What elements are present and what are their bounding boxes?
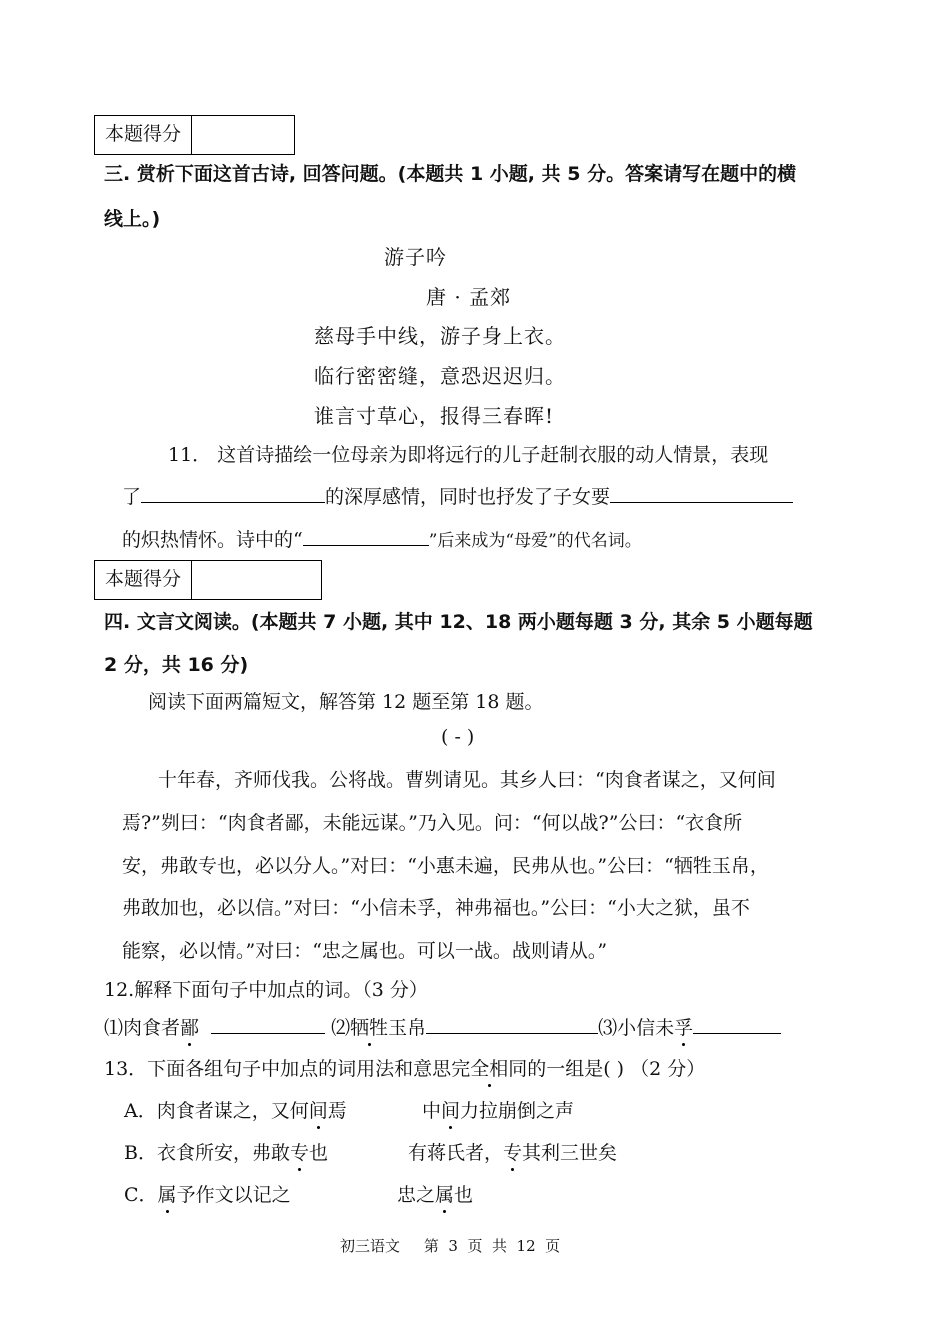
option-text: 衣食所安，弗敢 <box>156 1142 290 1164</box>
passage-line: 能察，必以情。”对曰：“忠之属也。可以一战。战则请从。” <box>122 940 608 962</box>
option-label: B． <box>124 1142 157 1164</box>
passage-part-label: ( - ) <box>441 726 475 748</box>
score-box-section-3 <box>94 115 295 155</box>
option-text: 予作文以记之 <box>176 1184 291 1206</box>
option-a-second <box>422 1096 574 1123</box>
option-text: 焉 <box>327 1100 347 1122</box>
answer-blank-q12-1[interactable] <box>211 1013 325 1034</box>
answer-blank-2[interactable] <box>610 482 793 503</box>
question-12-items <box>104 1013 781 1040</box>
dotted-word: 间 <box>441 1100 461 1122</box>
item-text: 玉帛 <box>388 1017 427 1039</box>
poem-line: 慈母手中线，游子身上衣。 <box>314 324 566 348</box>
option-c[interactable] <box>124 1180 291 1207</box>
option-c-second <box>397 1180 473 1207</box>
answer-blank-3[interactable] <box>303 525 429 546</box>
question-12-title: 12.解释下面句子中加点的词。（3 分） <box>104 979 428 1001</box>
dotted-word: 专 <box>289 1142 309 1164</box>
question-13-title <box>104 1054 705 1081</box>
question-11-text: 11． 这首诗描绘一位母亲为即将远行的儿子赶制衣服的动人情景，表现 <box>168 444 769 466</box>
option-label: A． <box>124 1100 157 1122</box>
question-11-line-2 <box>122 482 793 509</box>
q11-text-d: ”后来成为“母爱”的代名词。 <box>428 531 642 551</box>
q13-text: 13．下面各组句子中加点的词用法和意思 <box>104 1058 452 1080</box>
section-4-heading: 四. 文言文阅读。(本题共 7 小题, 其中 12、18 两小题每题 3 分, 其余 5 小题每题 <box>104 611 813 633</box>
question-11-line-3 <box>122 525 642 552</box>
passage-line: 弗敢加也，必以信。”对曰：“小信未孚，神弗福也。”公曰：“小大之狱，虽不 <box>122 897 750 919</box>
option-b[interactable] <box>124 1138 328 1165</box>
section-3-heading: 三. 赏析下面这首古诗, 回答问题。(本题共 1 小题, 共 5 分。答案请写在题中的横 <box>104 163 797 185</box>
poem-author: 唐 · 孟郊 <box>426 285 512 309</box>
q11-text-b: 的深厚感情，同时也抒发了子女要 <box>325 486 611 508</box>
dotted-word: 专 <box>503 1142 523 1164</box>
passage-line: 焉?”刿曰：“肉食者鄙，未能远谋。”乃入见。问：“何以战?”公曰：“衣食所 <box>122 812 743 834</box>
option-text: 肉食者谋之，又何 <box>156 1100 309 1122</box>
answer-blank-1[interactable] <box>141 482 325 503</box>
dotted-word: 属 <box>157 1184 177 1206</box>
score-box-label: 本题得分 <box>95 116 192 154</box>
option-text: 力拉崩倒之声 <box>460 1100 575 1122</box>
score-box-section-4 <box>94 560 322 600</box>
item-number: ⑵ <box>331 1017 351 1039</box>
item-number: ⑶ <box>598 1017 618 1039</box>
option-text: 中 <box>422 1100 442 1122</box>
dotted-word: 鄙 <box>180 1017 200 1039</box>
option-text: 也 <box>454 1184 474 1206</box>
reading-intro: 阅读下面两篇短文，解答第 12 题至第 18 题。 <box>148 691 544 713</box>
section-3-heading-cont: 线上。) <box>104 208 161 230</box>
poem-line: 谁言寸草心，报得三春晖! <box>314 404 555 428</box>
dotted-word: 属 <box>435 1184 455 1206</box>
q13-text-post: 的一组是( ) （2 分） <box>527 1058 706 1080</box>
score-input-cell[interactable] <box>192 116 294 154</box>
answer-blank-q12-2[interactable] <box>426 1013 598 1034</box>
poem-title: 游子吟 <box>384 245 447 269</box>
dotted-word: 孚 <box>674 1017 694 1039</box>
page-footer: 初三语文 第 3 页 共 12 页 <box>340 1237 561 1255</box>
dotted-word: 牺牲 <box>350 1017 389 1039</box>
item-text: 肉食者 <box>123 1017 181 1039</box>
item-number: ⑴ <box>104 1017 124 1039</box>
passage-line: 十年春，齐师伐我。公将战。曹刿请见。其乡人曰：“肉食者谋之，又何间 <box>158 769 776 791</box>
option-text: 其利三世矣 <box>522 1142 618 1164</box>
dotted-word: 间 <box>308 1100 328 1122</box>
option-a[interactable] <box>124 1096 347 1123</box>
passage-line: 安，弗敢专也，必以分人。”对曰：“小惠未遍，民弗从也。”公曰：“牺牲玉帛， <box>122 855 769 877</box>
answer-blank-q12-3[interactable] <box>693 1013 781 1034</box>
option-text: 有蒋氏者， <box>408 1142 504 1164</box>
option-text: 也 <box>309 1142 329 1164</box>
option-b-second <box>408 1138 617 1165</box>
q11-text-a: 了 <box>122 486 142 508</box>
dotted-word: 完全相同 <box>451 1058 528 1080</box>
q11-text-c: 的炽热情怀。诗中的“ <box>122 529 303 551</box>
section-4-heading-cont: 2 分，共 16 分) <box>104 654 249 676</box>
item-text: 小信未 <box>617 1017 675 1039</box>
score-box-label: 本题得分 <box>95 561 192 599</box>
poem-line: 临行密密缝，意恐迟迟归。 <box>314 364 566 388</box>
option-text: 忠之 <box>397 1184 436 1206</box>
score-input-cell[interactable] <box>192 561 321 599</box>
option-label: C． <box>124 1184 158 1206</box>
